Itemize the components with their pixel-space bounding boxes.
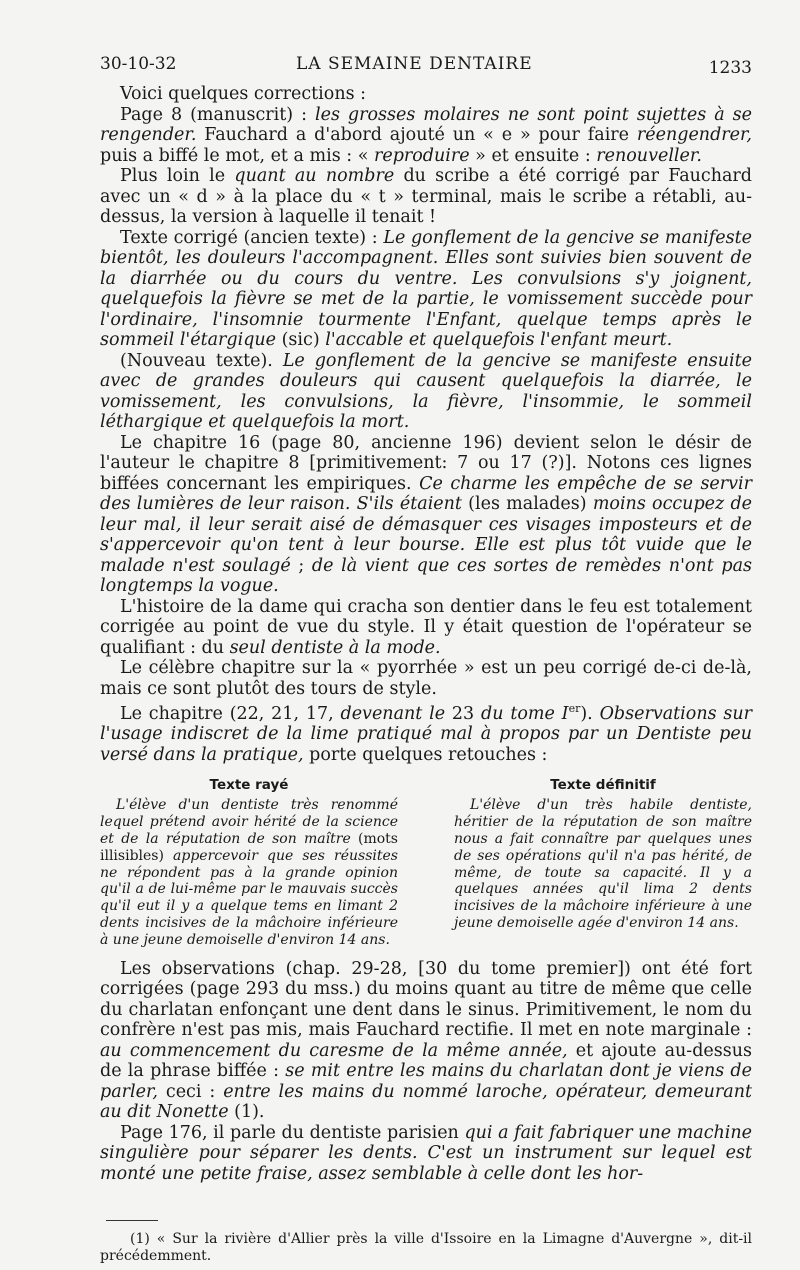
italic-text: reproduire	[373, 145, 470, 166]
italic-text: renouveller.	[596, 145, 702, 166]
text-run: Plus loin le	[120, 166, 235, 186]
text-run: Les observations (chap. 29-28, [30 du tome premier]) ont été fort corrigées (page 293 du mss.) du moins quant au titre de même que celle du charlatan enfonçant une dent dans le sinus. Primitivement, le nom du confrère n'est pas mis, mais Fauchard rectifie. Il met en note marginale :	[100, 958, 752, 1040]
italic-text: L'élève d'un dentiste très renommé lequel prétend avoir hérité de la science et de la réputation de son maître	[100, 797, 398, 847]
italic-text: se mit entre les mains du charlatan dont je viens de parler,	[100, 1061, 752, 1102]
text-run: Texte corrigé (ancien texte) :	[120, 227, 384, 248]
paragraph	[100, 1123, 752, 1185]
italic-text: qui a fait fabriquer une machine singulière pour séparer les dents. C'est un instrument sur lequel est monté une petite fraise, assez semblable à celle dont les hor-	[100, 1122, 752, 1184]
italic-text: seul dentiste à la mode.	[229, 637, 441, 658]
text-run: (les malades)	[461, 494, 593, 514]
paragraph	[100, 699, 752, 765]
italic-text: de là vient que ces sortes de remèdes n'ont pas longtemps la vogue.	[100, 555, 752, 596]
paragraph	[100, 351, 752, 433]
italic-text: réengendrer,	[636, 125, 752, 145]
paragraph	[100, 658, 752, 699]
italic-text: Ce charme les empêche de se servir des lumières de leur raison. S'ils étaient	[100, 473, 752, 514]
issue-date: 30-10-32	[100, 54, 177, 74]
column-final-text	[454, 777, 752, 948]
italic-text: Le gonflement de la gencive se manifeste bientôt, les douleurs l'accompagnent. Elles sont suivies bien souvent de la diarrhée ou du cours du ventre. Les convulsions s'y joignent, quelquefois la fièvre se met de la partie, le vomissement succède pour l'ordinaire, l'insomnie tourmente l'Enfant, quelque temps après le sommeil l'étargique	[100, 227, 752, 350]
text-run: (1).	[228, 1102, 265, 1122]
page-number: 1233	[708, 58, 752, 78]
comparison-columns	[100, 777, 752, 948]
text-run: porte quelques retouches :	[303, 744, 548, 765]
text-run: Le célèbre chapitre sur la « pyorrhée » est un peu corrigé de-ci de-là, mais ce sont plutôt des tours de style.	[100, 658, 752, 699]
italic-text: Observations sur l'usage indiscret de la lime pratiqué mal à propos par un Dentiste peu versé dans la pratique,	[100, 703, 753, 765]
text-run: Le chapitre 16 (page 80, ancienne 196) devient selon le désir de l'auteur le chapitre 8 [primitivement: 7 ou 17 (?)]. Notons ces lignes biffées concernant les empiriques.	[100, 432, 752, 494]
italic-text: devenant le	[340, 703, 446, 724]
column-text	[454, 797, 752, 931]
superscript: er	[568, 702, 581, 715]
text-run: » et ensuite :	[469, 145, 597, 166]
text-run: ).	[580, 703, 600, 724]
paragraph	[100, 105, 752, 167]
document-page	[100, 44, 752, 1265]
paragraph	[100, 959, 752, 1123]
text-run: Le chapitre (22, 21, 17,	[120, 703, 341, 724]
text-run: (mots illisibles)	[100, 830, 398, 864]
column-text	[100, 797, 398, 948]
paragraph	[100, 166, 752, 228]
italic-text: l'accable et quelquefois l'enfant meurt.	[325, 330, 673, 350]
journal-title: LA SEMAINE DENTAIRE	[296, 54, 533, 74]
column-heading: Texte rayé	[209, 777, 289, 794]
text-run: ceci :	[157, 1081, 224, 1102]
footnote: (1) « Sur la rivière d'Allier près la ville d'Issoire en la Limagne d'Auvergne », dit-il précédemment.	[100, 1231, 752, 1264]
column-heading: Texte définitif	[550, 777, 656, 794]
text-run: Voici quelques corrections :	[120, 84, 367, 104]
body-text	[100, 84, 752, 765]
paragraph	[100, 433, 752, 597]
text-run: L'histoire de la dame qui cracha son dentier dans le feu est totalement corrigée au point de vue du style. Il y était question de l'opérateur se qualifiant : du	[100, 596, 752, 658]
paragraph	[100, 228, 752, 351]
italic-text: du tome I	[481, 703, 569, 724]
column-struck-text	[100, 777, 398, 948]
text-run: ;	[290, 555, 312, 576]
italic-text: Le gonflement de la gencive se manifeste ensuite avec de grandes douleurs qui causent quelquefois la diarrée, le vomissement, les convulsions, la fièvre, l'insommie, le sommeil léthargique et quelquefois la mort.	[100, 350, 752, 432]
running-header	[100, 44, 752, 84]
italic-text: moins occupez de leur mal, il leur serait aisé de démasquer ces visages imposteurs et de s'appercevoir qu'on tent à leur bourse. Elle est plus tôt vuide que le malade n'est soulagé	[100, 494, 753, 576]
text-run: puis a biffé le mot, et a mis : «	[100, 145, 374, 166]
paragraph	[100, 597, 752, 659]
body-text-continued	[100, 959, 752, 1185]
text-run: du scribe a été corrigé par Fauchard avec un « d » à la place du « t » terminal, mais le scribe a rétabli, au-dessus, la version à laquelle il tenait !	[100, 166, 752, 227]
italic-text: quant au nombre	[234, 166, 395, 186]
text-run: 23	[445, 703, 482, 724]
paragraph	[100, 84, 752, 105]
text-run: (Nouveau texte).	[120, 350, 283, 371]
italic-text: appercevoir que ses réussites ne répondent pas à la grande opinion qu'il a de lui-même par le mauvais succès qu'il eut il y a quelque tems en limant 2 dents incisives de la mâchoire inférieure à une jeune demoiselle d'environ 14 ans.	[100, 847, 398, 948]
italic-text: au commencement du caresme de la même année,	[100, 1040, 568, 1061]
italic-text: les grosses molaires ne sont point sujettes à se rengender.	[100, 104, 753, 145]
text-run: Fauchard a d'abord ajouté un « e » pour faire	[196, 125, 637, 145]
italic-text: L'élève d'un très habile dentiste, héritier de la réputation de son maître nous a fait connaître par quelques unes de ses opérations qu'il n'a pas hérité, de même, de toute sa capacité. Il y a quelques années qu'il lima 2 dents incisives de la mâchoire inférieure à une jeune demoiselle agée d'environ 14 ans.	[454, 797, 752, 931]
text-run: (sic)	[276, 330, 326, 350]
footnote-rule	[106, 1220, 158, 1221]
text-run: Page 176, il parle du dentiste parisien	[120, 1122, 465, 1143]
italic-text: entre les mains du nommé laroche, opérateur, demeurant au dit Nonette	[100, 1081, 753, 1122]
text-run: Page 8 (manuscrit) :	[120, 104, 315, 125]
text-run: et ajoute au-dessus de la phrase biffée :	[100, 1040, 752, 1081]
